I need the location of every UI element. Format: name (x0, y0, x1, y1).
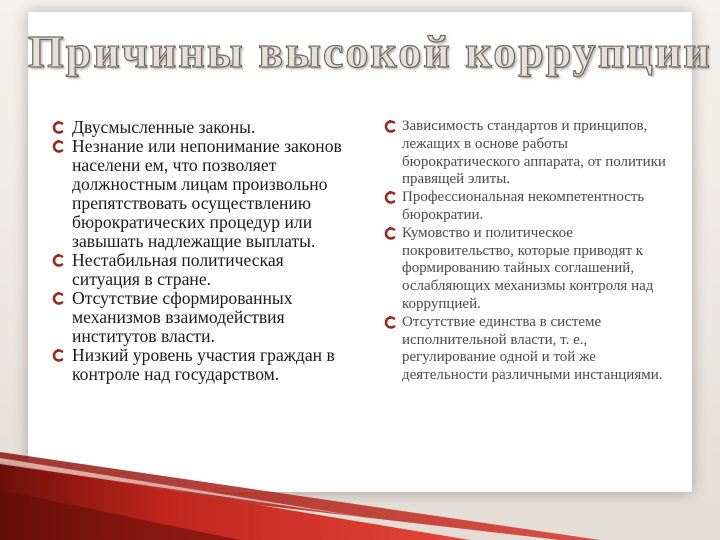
list-item-text: Кумовство и политическое покровительство, которые приводят к формированию тайных соглашений, ослабляющих механизмы контроля над коррупцией. (402, 224, 654, 312)
list-item (384, 189, 676, 225)
list-item (384, 225, 676, 314)
list-item-text: Низкий уровень участия граждан в контроле над государством. (72, 345, 335, 384)
bullet-icon (52, 140, 64, 153)
list-item-text: Зависимость стандартов и принципов, лежащих в основе работы бюрократического аппарата, от политики правящей элиты. (402, 118, 666, 188)
list-item-text: Двусмысленные законы. (72, 117, 256, 137)
list-item (50, 346, 350, 384)
list-item-text: Незнание или непонимание законов населени ем, что позволяет должностным лицам произвольно препятствовать осуществлению бюрократических процедур или завышать надлежащие выплаты. (72, 136, 342, 251)
slide-title: Причины высокой коррупции (28, 26, 712, 77)
right-bullet-list (384, 118, 676, 385)
bullet-icon (384, 120, 396, 133)
list-item (50, 118, 350, 137)
bullet-icon (384, 316, 396, 329)
list-item (50, 289, 350, 346)
bullet-icon (52, 254, 64, 267)
bullet-icon (384, 191, 396, 204)
list-item (384, 118, 676, 189)
bullet-icon (52, 349, 64, 362)
left-bullet-list (50, 118, 350, 384)
bullet-icon (384, 227, 396, 240)
list-item-text: Нестабильная политическая ситуация в стране. (72, 250, 284, 289)
bullet-icon (52, 121, 64, 134)
list-item-text: Профессиональная некомпетентность бюрократии. (402, 189, 645, 223)
ribbon-shade (0, 490, 240, 540)
list-item (384, 314, 676, 385)
list-item (50, 251, 350, 289)
list-item (50, 137, 350, 251)
list-item-text: Отсутствие сформированных механизмов взаимодействия институтов власти. (72, 288, 293, 346)
bullet-icon (52, 292, 64, 305)
list-item-text: Отсутствие единства в системе исполнительной власти, т. е., регулирование одной и той же деятельности различными инстанциями. (402, 313, 663, 384)
